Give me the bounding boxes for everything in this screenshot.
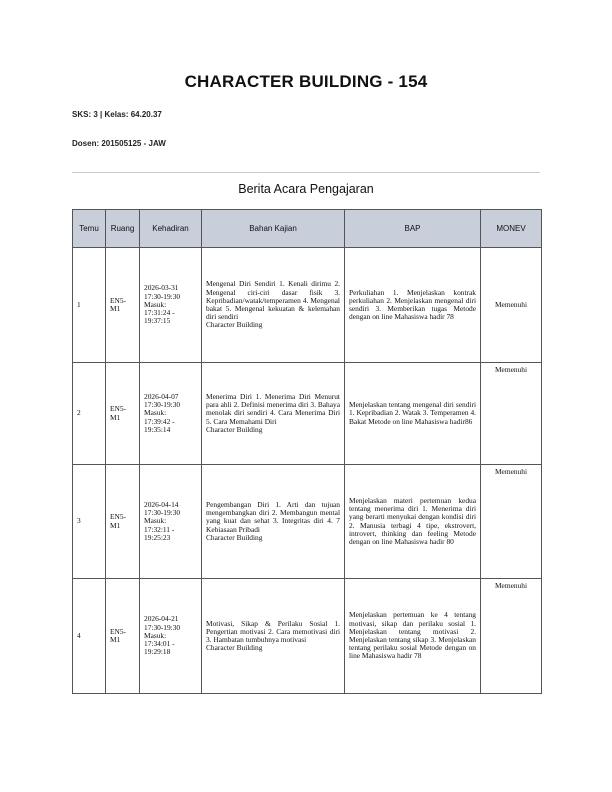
cell-ruang: EN5-M1 — [106, 248, 140, 363]
cell-kehadiran — [140, 579, 202, 694]
cell-kehadiran — [140, 363, 202, 465]
sks-kelas-info: SKS: 3 | Kelas: 64.20.37 — [72, 110, 162, 119]
kehadiran-tanggal: 2026-03-31 — [144, 283, 179, 293]
cell-monev: Memenuhi — [481, 579, 542, 694]
kehadiran-jam: 17:30-19:30 — [144, 291, 181, 301]
divider — [72, 172, 540, 173]
column-header-ruang: Ruang — [106, 210, 140, 248]
section-title: Berita Acara Pengajaran — [238, 182, 374, 196]
cell-bahan-kajian — [202, 465, 345, 579]
course-title: CHARACTER BUILDING - 154 — [184, 72, 428, 91]
bahan-kajian-mk: Character Building — [206, 643, 263, 653]
table-row — [73, 363, 542, 465]
kehadiran-waktu: 17:39:42 - 19:35:14 — [144, 416, 175, 434]
kehadiran-waktu: 17:32:11 - 19:25:23 — [144, 524, 175, 542]
cell-ruang: EN5-M1 — [106, 465, 140, 579]
kehadiran-tanggal: 2026-04-07 — [144, 391, 179, 401]
bahan-kajian-mk: Character Building — [206, 320, 263, 330]
kehadiran-tanggal: 2026-04-21 — [144, 614, 179, 624]
column-header-temu: Temu — [73, 210, 106, 248]
kehadiran-label-masuk: Masuk: — [144, 630, 167, 640]
cell-temu: 2 — [73, 363, 106, 465]
bap-table — [72, 209, 542, 694]
kehadiran-label-masuk: Masuk: — [144, 516, 167, 526]
cell-bap: Menjelaskan tentang mengenal diri sendiri 1. Kepribadian 2. Watak 3. Temperamen 4. Bakat Metode on line Mahasiswa hadir86 — [345, 363, 481, 465]
column-header-bahan-kajian: Bahan Kajian — [202, 210, 345, 248]
cell-monev: Memenuhi — [481, 465, 542, 579]
bahan-kajian-text: Mengenal Diri Sendiri 1. Kenali dirimu 2. Mengenal ciri-ciri dasar fisik 3. Kepribadian/watak/temperamen 4. Mengenal bakat 5. Mengenal kekuatan & kelemahan diri sendiri — [206, 279, 340, 322]
kehadiran-label-masuk: Masuk: — [144, 408, 167, 418]
kehadiran-label-masuk: Masuk: — [144, 299, 167, 309]
cell-kehadiran — [140, 248, 202, 363]
column-header-kehadiran: Kehadiran — [140, 210, 202, 248]
cell-temu: 3 — [73, 465, 106, 579]
dosen-info: Dosen: 201505125 - JAW — [72, 139, 166, 148]
cell-temu: 1 — [73, 248, 106, 363]
bahan-kajian-text: Menerima Diri 1. Menerima Diri Menurut para ahli 2. Definisi menerima diri 3. Bahaya menolak diri sendiri 4. Cara Menerima Diri 5. Cara Memahami Diri — [206, 391, 340, 426]
kehadiran-jam: 17:30-19:30 — [144, 400, 181, 410]
cell-ruang: EN5-M1 — [106, 579, 140, 694]
bahan-kajian-mk: Character Building — [206, 532, 263, 542]
cell-monev: Memenuhi — [481, 248, 542, 363]
cell-bahan-kajian — [202, 363, 345, 465]
cell-temu: 4 — [73, 579, 106, 694]
cell-bap: Menjelaskan pertemuan ke 4 tentang motivasi, sikap dan perilaku sosial 1. Menjelaskan tentang motivasi 2. Menjelaskan tentang sikap 3. Menjelaskan tentang perilaku sosial Metode dengan on line Mahasiswa hadir 78 — [345, 579, 481, 694]
bahan-kajian-text: Pengembangan Diri 1. Arti dan tujuan mengembangkan diri 2. Membangun mental yang kuat dan sehat 3. Integritas diri 4. 7 Kebiasaan Pribadi — [206, 499, 340, 534]
table-row — [73, 465, 542, 579]
cell-bahan-kajian — [202, 579, 345, 694]
kehadiran-waktu: 17:34:01 - 19:29:18 — [144, 639, 175, 657]
kehadiran-jam: 17:30-19:30 — [144, 508, 181, 518]
column-header-bap: BAP — [345, 210, 481, 248]
table-row — [73, 248, 542, 363]
table-header-row — [73, 210, 542, 248]
cell-bahan-kajian — [202, 248, 345, 363]
cell-kehadiran — [140, 465, 202, 579]
column-header-monev: MONEV — [481, 210, 542, 248]
cell-ruang: EN5-M1 — [106, 363, 140, 465]
cell-bap: Perkuliahan 1. Menjelaskan kontrak perkuliahan 2. Menjelaskan mengenal diri sendiri 3. Memberikan tugas Metode dengan on line Mahasiswa hadir 78 — [345, 248, 481, 363]
kehadiran-tanggal: 2026-04-14 — [144, 499, 179, 509]
kehadiran-jam: 17:30-19:30 — [144, 622, 181, 632]
kehadiran-waktu: 17:31:24 - 19:37:15 — [144, 308, 175, 326]
bahan-kajian-text: Motivasi, Sikap & Perilaku Sosial 1. Pengertian motivasi 2. Cara memotivasi diri 3. Hambatan tumbuhnya motivasi — [206, 618, 340, 644]
bahan-kajian-mk: Character Building — [206, 424, 263, 434]
table-row — [73, 579, 542, 694]
cell-monev: Memenuhi — [481, 363, 542, 465]
cell-bap: Menjelaskan materi pertemuan kedua tentang menerima diri 1. Menerima diri yang berarti menyukai dengan kondisi diri 2. Manusia terbagi 4 tipe, ekstrovert, introvert, thinking dan feeling Metode dengan on line Mahasiswa hadir 80 — [345, 465, 481, 579]
